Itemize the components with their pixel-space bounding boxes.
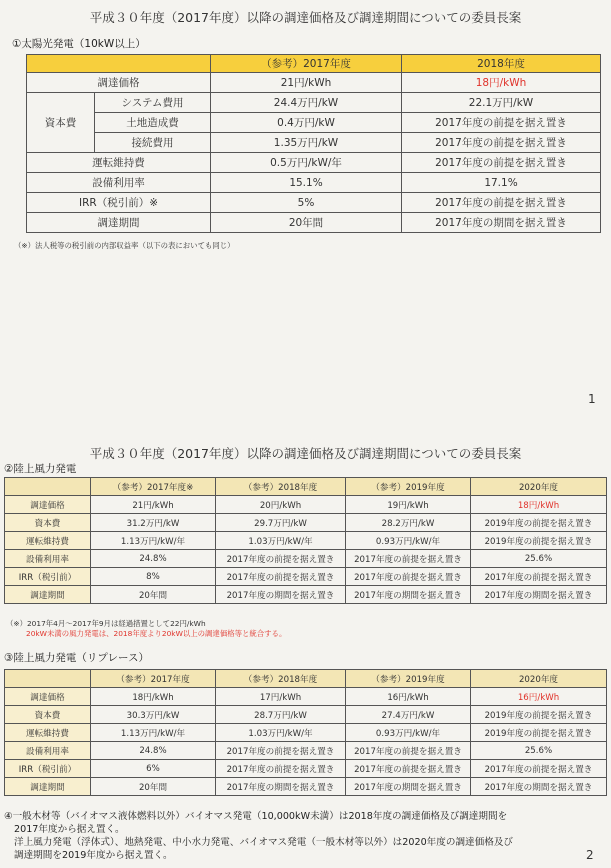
table-row [27, 193, 601, 213]
row-label: 土地造成費 [95, 113, 211, 133]
table-row [5, 568, 607, 586]
row-label: 調達価格 [5, 496, 91, 514]
row-label: 運転維持費 [5, 724, 91, 742]
onshore-wind-table [4, 477, 607, 604]
cell-2017: 1.13万円/kW/年 [91, 532, 216, 550]
cell-2017: 24.8% [91, 742, 216, 760]
header-2017: （参考）2017年度※ [91, 478, 216, 496]
row-label: IRR（税引前）※ [27, 193, 211, 213]
row-label: 調達期間 [5, 586, 91, 604]
cell-2018: 1.03万円/kW/年 [216, 724, 346, 742]
cell-2020: 2017年度の前提を据え置き [471, 760, 607, 778]
table-row [5, 724, 607, 742]
header-2019: （参考）2019年度 [346, 670, 471, 688]
cell-2019: 0.93万円/kW/年 [346, 532, 471, 550]
paragraph-line-1: ④一般木材等（バイオマス液体燃料以外）バイオマス発電（10,000kW未満）は2018年度の調達価格及び調達期間を [4, 811, 508, 822]
table-row [5, 514, 607, 532]
cell-2018: 22.1万円/kW [402, 93, 601, 113]
cell-2019: 2017年度の前提を据え置き [346, 760, 471, 778]
section-onshore-wind-replace: ③陸上風力発電（リプレース） [4, 652, 149, 664]
cell-2018: 18円/kWh [402, 73, 601, 93]
cell-2017: 21円/kWh [91, 496, 216, 514]
row-label: 接続費用 [95, 133, 211, 153]
cell-2017: 30.3万円/kW [91, 706, 216, 724]
page-number-2: 2 [586, 848, 594, 862]
cell-2017: 21円/kWh [211, 73, 402, 93]
cell-2020: 25.6% [471, 550, 607, 568]
table-row [5, 742, 607, 760]
cell-2018: 1.03万円/kW/年 [216, 532, 346, 550]
header-2020: 2020年度 [471, 478, 607, 496]
header-corner [5, 670, 91, 688]
cell-2020: 2019年度の前提を据え置き [471, 724, 607, 742]
onshore-wind-replace-table [4, 669, 607, 796]
header-2019: （参考）2019年度 [346, 478, 471, 496]
table-row [27, 133, 601, 153]
row-label: IRR（税引前） [5, 760, 91, 778]
cell-2017: 0.5万円/kW/年 [211, 153, 402, 173]
cell-2019: 2017年度の期間を据え置き [346, 778, 471, 796]
header-2020: 2020年度 [471, 670, 607, 688]
cell-2018: 29.7万円/kW [216, 514, 346, 532]
table-row [5, 586, 607, 604]
table-row [27, 213, 601, 233]
table-row [27, 73, 601, 93]
cell-2017: 6% [91, 760, 216, 778]
table-row [5, 496, 607, 514]
table-row [5, 550, 607, 568]
header-2018: （参考）2018年度 [216, 478, 346, 496]
page1-section-solar: ①太陽光発電（10kW以上） [12, 38, 146, 50]
table-row [5, 688, 607, 706]
cell-2017: 1.13万円/kW/年 [91, 724, 216, 742]
cell-2017: 5% [211, 193, 402, 213]
cell-2020: 2019年度の前提を据え置き [471, 532, 607, 550]
cell-2020: 2019年度の前提を据え置き [471, 706, 607, 724]
row-group-label: 資本費 [27, 93, 95, 153]
cell-2019: 2017年度の前提を据え置き [346, 568, 471, 586]
cell-2019: 2017年度の前提を据え置き [346, 550, 471, 568]
cell-2018: 2017年度の前提を据え置き [402, 113, 601, 133]
header-corner [27, 55, 211, 73]
cell-2018: 2017年度の前提を据え置き [402, 193, 601, 213]
row-label: 資本費 [5, 514, 91, 532]
table-row [27, 93, 601, 113]
header-2017: （参考）2017年度 [91, 670, 216, 688]
onshore-wind-note-red: 20kW未満の風力発電は、2018年度より20kW以上の調達価格等と統合する。 [26, 629, 287, 638]
table-row [5, 778, 607, 796]
cell-2020: 25.6% [471, 742, 607, 760]
cell-2020: 2017年度の期間を据え置き [471, 586, 607, 604]
cell-2020: 2019年度の前提を据え置き [471, 514, 607, 532]
row-label: システム費用 [95, 93, 211, 113]
table-row [5, 760, 607, 778]
table-row [5, 706, 607, 724]
cell-2017: 20年間 [211, 213, 402, 233]
paragraph-line-3: 洋上風力発電（浮体式）、地熱発電、中小水力発電、バイオマス発電（一般木材等以外）は2020年度の調達価格及び [14, 837, 514, 848]
cell-2017: 15.1% [211, 173, 402, 193]
row-label: 調達価格 [27, 73, 211, 93]
cell-2018: 2017年度の前提を据え置き [216, 550, 346, 568]
paragraph-line-2: 2017年度から据え置く。 [14, 824, 125, 835]
cell-2018: 2017年度の期間を据え置き [402, 213, 601, 233]
header-2018: （参考）2018年度 [216, 670, 346, 688]
table-header-row [5, 478, 607, 496]
cell-2019: 2017年度の前提を据え置き [346, 742, 471, 760]
table-row [5, 532, 607, 550]
row-label: 設備利用率 [5, 550, 91, 568]
header-2018: 2018年度 [402, 55, 601, 73]
cell-2017: 24.8% [91, 550, 216, 568]
cell-2018: 28.7万円/kW [216, 706, 346, 724]
row-label: 調達価格 [5, 688, 91, 706]
cell-2019: 28.2万円/kW [346, 514, 471, 532]
row-label: IRR（税引前） [5, 568, 91, 586]
cell-2018: 20円/kWh [216, 496, 346, 514]
cell-2020: 18円/kWh [471, 496, 607, 514]
row-label: 運転維持費 [27, 153, 211, 173]
cell-2018: 2017年度の前提を据え置き [216, 760, 346, 778]
header-corner [5, 478, 91, 496]
onshore-wind-footnote: （※）2017年4月〜2017年9月は経過措置として22円/kWh [6, 619, 206, 628]
row-label: 設備利用率 [27, 173, 211, 193]
page1-title: 平成３０年度（2017年度）以降の調達価格及び調達期間についての委員長案 [89, 10, 522, 25]
page2-title: 平成３０年度（2017年度）以降の調達価格及び調達期間についての委員長案 [89, 446, 522, 461]
cell-2018: 2017年度の期間を据え置き [216, 778, 346, 796]
cell-2018: 2017年度の前提を据え置き [402, 133, 601, 153]
cell-2018: 2017年度の前提を据え置き [216, 742, 346, 760]
header-2017: （参考）2017年度 [211, 55, 402, 73]
row-label: 調達期間 [5, 778, 91, 796]
cell-2017: 1.35万円/kW [211, 133, 402, 153]
table-row [27, 113, 601, 133]
section-onshore-wind: ②陸上風力発電 [4, 463, 77, 475]
row-label: 資本費 [5, 706, 91, 724]
cell-2017: 31.2万円/kW [91, 514, 216, 532]
solar-table [26, 54, 601, 233]
cell-2018: 2017年度の前提を据え置き [216, 568, 346, 586]
cell-2017: 8% [91, 568, 216, 586]
table-header-row [27, 55, 601, 73]
row-label: 調達期間 [27, 213, 211, 233]
cell-2018: 2017年度の期間を据え置き [216, 586, 346, 604]
cell-2019: 2017年度の期間を据え置き [346, 586, 471, 604]
table-header-row [5, 670, 607, 688]
paragraph-line-4: 調達期間を2019年度から据え置く。 [14, 850, 173, 861]
row-label: 運転維持費 [5, 532, 91, 550]
cell-2019: 27.4万円/kW [346, 706, 471, 724]
cell-2018: 17円/kWh [216, 688, 346, 706]
cell-2017: 20年間 [91, 778, 216, 796]
cell-2017: 24.4万円/kW [211, 93, 402, 113]
cell-2017: 18円/kWh [91, 688, 216, 706]
cell-2020: 16円/kWh [471, 688, 607, 706]
cell-2018: 2017年度の前提を据え置き [402, 153, 601, 173]
row-label: 設備利用率 [5, 742, 91, 760]
cell-2020: 2017年度の期間を据え置き [471, 778, 607, 796]
cell-2017: 20年間 [91, 586, 216, 604]
page-number-1: 1 [588, 392, 596, 406]
cell-2017: 0.4万円/kW [211, 113, 402, 133]
cell-2018: 17.1% [402, 173, 601, 193]
table-row [27, 173, 601, 193]
cell-2019: 16円/kWh [346, 688, 471, 706]
table-row [27, 153, 601, 173]
cell-2020: 2017年度の前提を据え置き [471, 568, 607, 586]
cell-2019: 0.93万円/kW/年 [346, 724, 471, 742]
cell-2019: 19円/kWh [346, 496, 471, 514]
page1-footnote: （※）法人税等の税引前の内部収益率（以下の表においても同じ） [14, 241, 235, 250]
